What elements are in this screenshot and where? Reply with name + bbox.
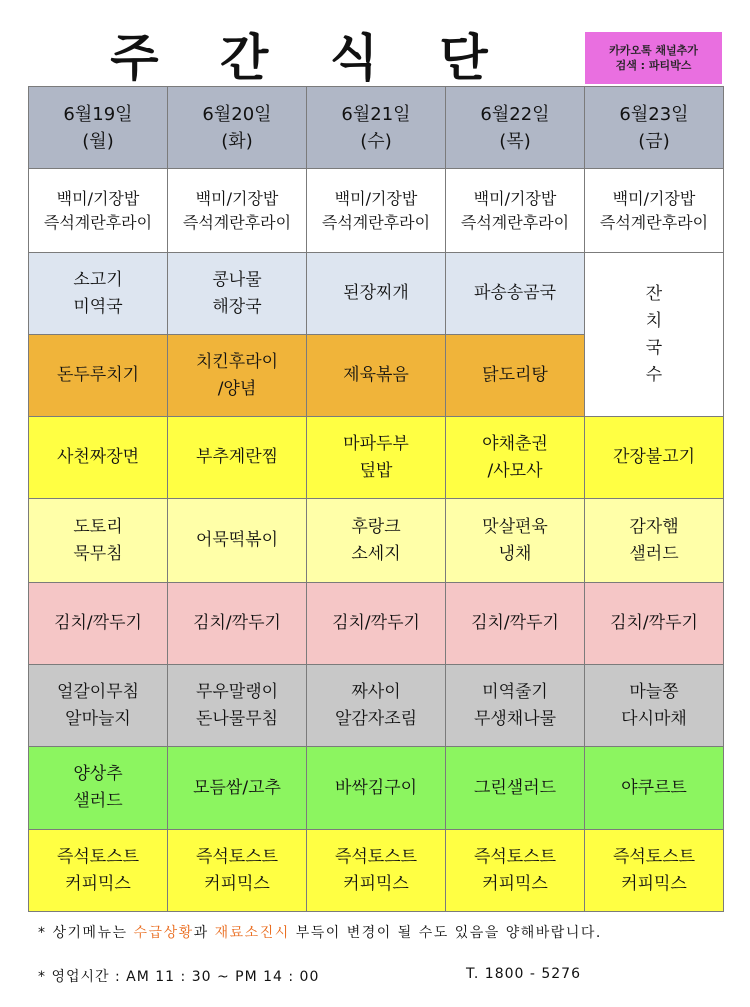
menu-cell: 마파두부 덮밥 (307, 417, 446, 499)
menu-cell: 마늘쫑 다시마채 (585, 665, 724, 747)
menu-cell: 백미/기장밥 즉석계란후라이 (168, 169, 307, 253)
day-of-week: (금) (638, 130, 670, 152)
kimchi-row (29, 583, 724, 665)
menu-cell: 즉석토스트 커피믹스 (446, 830, 585, 912)
day-header-wed (307, 87, 446, 169)
day-header-mon (29, 87, 168, 169)
notice-bullet: * (38, 925, 47, 941)
menu-cell: 김치/깍두기 (585, 583, 724, 665)
menu-cell: 야채춘권 /사모사 (446, 417, 585, 499)
menu-cell: 제육볶음 (307, 335, 446, 417)
menu-cell: 사천짜장면 (29, 417, 168, 499)
day-of-week: (화) (221, 130, 253, 152)
soup-row (29, 253, 724, 335)
menu-cell: 김치/깍두기 (307, 583, 446, 665)
day-date: 6월20일 (202, 103, 272, 125)
menu-cell: 바싹김구이 (307, 747, 446, 830)
notice-text: 과 (193, 925, 215, 941)
menu-cell: 소고기 미역국 (29, 253, 168, 335)
rice-row (29, 169, 724, 253)
menu-cell: 어묵떡볶이 (168, 499, 307, 583)
menu-cell: 돈두루치기 (29, 335, 168, 417)
day-date: 6월22일 (480, 103, 550, 125)
day-of-week: (수) (360, 130, 392, 152)
day-of-week: (월) (82, 130, 114, 152)
notice-highlight-soldout: 재료소진시 (214, 925, 290, 941)
notice-text: 부득이 변경이 될 수도 있음을 양해바랍니다. (289, 925, 602, 941)
kakao-channel-tag (585, 32, 722, 84)
menu-cell: 간장불고기 (585, 417, 724, 499)
friday-special-cell: 잔 치 국 수 (585, 253, 724, 417)
menu-cell: 파송송곰국 (446, 253, 585, 335)
phone-number: T. 1800 - 5276 (466, 966, 582, 982)
header-row (29, 87, 724, 169)
menu-cell: 치킨후라이 /양념 (168, 335, 307, 417)
menu-cell: 양상추 샐러드 (29, 747, 168, 830)
menu-cell: 김치/깍두기 (446, 583, 585, 665)
menu-cell: 백미/기장밥 즉석계란후라이 (29, 169, 168, 253)
day-header-fri (585, 87, 724, 169)
menu-cell: 백미/기장밥 즉석계란후라이 (585, 169, 724, 253)
day-date: 6월21일 (341, 103, 411, 125)
notice-text: 상기메뉴는 (46, 925, 134, 941)
menu-cell: 백미/기장밥 즉석계란후라이 (446, 169, 585, 253)
toast-row (29, 830, 724, 912)
menu-cell: 맛살편육 냉채 (446, 499, 585, 583)
menu-cell: 도토리 묵무침 (29, 499, 168, 583)
page-title: 주 간 식 단 (110, 29, 510, 87)
menu-cell: 감자햄 샐러드 (585, 499, 724, 583)
business-hours: * 영업시간 : AM 11 : 30 ~ PM 14 : 00 (38, 969, 320, 985)
day-header-thu (446, 87, 585, 169)
tag-line-2: 검색 : 파티박스 (615, 59, 692, 72)
side-dish-row-1 (29, 417, 724, 499)
namul-row (29, 665, 724, 747)
menu-cell: 후랑크 소세지 (307, 499, 446, 583)
day-header-tue (168, 87, 307, 169)
menu-cell: 콩나물 해장국 (168, 253, 307, 335)
menu-cell: 즉석토스트 커피믹스 (585, 830, 724, 912)
weekly-menu-table (28, 86, 724, 912)
menu-cell: 즉석토스트 커피믹스 (29, 830, 168, 912)
salad-row (29, 747, 724, 830)
menu-cell: 부추계란찜 (168, 417, 307, 499)
day-date: 6월19일 (63, 103, 133, 125)
menu-cell: 야쿠르트 (585, 747, 724, 830)
menu-change-notice (38, 922, 738, 942)
menu-cell: 백미/기장밥 즉석계란후라이 (307, 169, 446, 253)
side-dish-row-2 (29, 499, 724, 583)
tag-line-1: 카카오톡 채널추가 (609, 44, 698, 57)
menu-cell: 김치/깍두기 (29, 583, 168, 665)
day-date: 6월23일 (619, 103, 689, 125)
menu-cell: 그린샐러드 (446, 747, 585, 830)
menu-cell: 즉석토스트 커피믹스 (307, 830, 446, 912)
menu-cell: 모듬쌈/고추 (168, 747, 307, 830)
menu-cell: 즉석토스트 커피믹스 (168, 830, 307, 912)
menu-cell: 미역줄기 무생채나물 (446, 665, 585, 747)
menu-cell: 닭도리탕 (446, 335, 585, 417)
menu-cell: 얼갈이무침 알마늘지 (29, 665, 168, 747)
menu-cell: 된장찌개 (307, 253, 446, 335)
menu-cell: 무우말랭이 돈나물무침 (168, 665, 307, 747)
day-of-week: (목) (499, 130, 531, 152)
notice-highlight-supply: 수급상황 (133, 925, 194, 941)
menu-cell: 짜사이 알감자조림 (307, 665, 446, 747)
menu-cell: 김치/깍두기 (168, 583, 307, 665)
